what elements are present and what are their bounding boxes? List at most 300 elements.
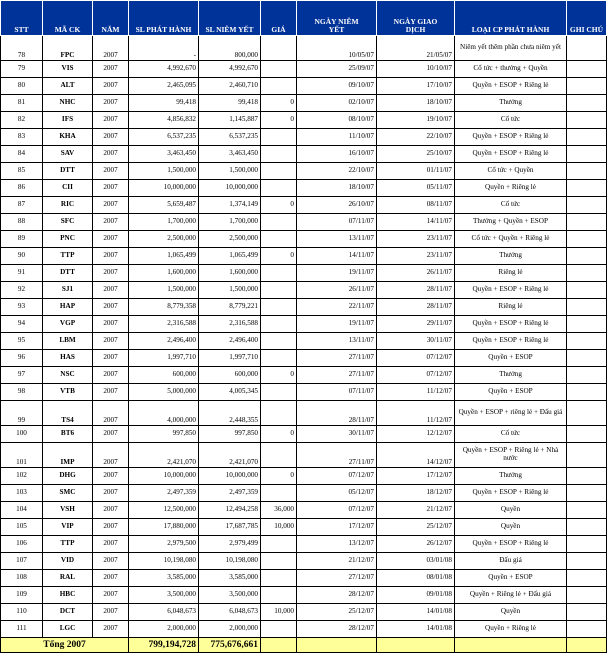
cell-nam: 2007 <box>93 333 129 350</box>
cell-ngay-giao-dich: 17/12/07 <box>377 468 455 485</box>
cell-ma-ck: SFC <box>43 214 93 231</box>
cell-ghi-chu <box>567 485 607 502</box>
cell-loai-cp: Riêng lẻ <box>455 299 567 316</box>
cell-gia: 0 <box>261 95 297 112</box>
col-header-loai-cp: LOẠI CP PHÁT HÀNH <box>455 1 567 36</box>
cell-stt: 107 <box>1 553 43 570</box>
cell-loai-cp: Thưởng <box>455 95 567 112</box>
cell-stt: 111 <box>1 621 43 638</box>
cell-nam: 2007 <box>93 350 129 367</box>
table-row <box>1 180 607 197</box>
cell-gia: 10,000 <box>261 604 297 621</box>
table-row <box>1 146 607 163</box>
cell-nam: 2007 <box>93 95 129 112</box>
cell-stt: 92 <box>1 282 43 299</box>
cell-sl-niem-yet: 1,997,710 <box>199 350 261 367</box>
table-row <box>1 485 607 502</box>
cell-sl-phat-hanh: 2,500,000 <box>129 231 199 248</box>
cell-sl-niem-yet: 3,585,000 <box>199 570 261 587</box>
total-sl-phat-hanh: 799,194,728 <box>129 638 199 653</box>
cell-stt: 103 <box>1 485 43 502</box>
cell-loai-cp: Cổ tức + Quyền + Riêng lẻ <box>455 231 567 248</box>
cell-ma-ck: VIP <box>43 519 93 536</box>
cell-gia <box>261 299 297 316</box>
cell-ngay-giao-dich: 17/10/07 <box>377 78 455 95</box>
cell-ghi-chu <box>567 146 607 163</box>
cell-loai-cp: Quyền + Riêng lẻ <box>455 180 567 197</box>
cell-loai-cp: Quyền + ESOP + Riêng lẻ + Nhà nước <box>455 443 567 468</box>
cell-stt: 95 <box>1 333 43 350</box>
cell-sl-niem-yet: 2,421,070 <box>199 443 261 468</box>
cell-ghi-chu <box>567 36 607 61</box>
cell-ma-ck: TTP <box>43 536 93 553</box>
cell-sl-phat-hanh: - <box>129 36 199 61</box>
cell-stt: 88 <box>1 214 43 231</box>
table-row <box>1 95 607 112</box>
cell-ngay-niem-yet: 25/09/07 <box>297 61 377 78</box>
cell-ngay-niem-yet: 27/11/07 <box>297 367 377 384</box>
cell-ngay-niem-yet: 22/10/07 <box>297 163 377 180</box>
cell-sl-phat-hanh: 997,850 <box>129 426 199 443</box>
cell-nam: 2007 <box>93 36 129 61</box>
total-empty-cell <box>297 638 377 653</box>
table-row <box>1 112 607 129</box>
cell-ngay-niem-yet: 27/11/07 <box>297 443 377 468</box>
cell-nam: 2007 <box>93 282 129 299</box>
cell-loai-cp: Riêng lẻ <box>455 265 567 282</box>
cell-ngay-niem-yet: 07/12/07 <box>297 468 377 485</box>
cell-stt: 96 <box>1 350 43 367</box>
table-row <box>1 197 607 214</box>
cell-ngay-niem-yet: 13/11/07 <box>297 231 377 248</box>
cell-ngay-giao-dich: 26/11/07 <box>377 265 455 282</box>
cell-nam: 2007 <box>93 443 129 468</box>
cell-ngay-giao-dich: 29/11/07 <box>377 316 455 333</box>
cell-ghi-chu <box>567 553 607 570</box>
cell-ma-ck: RAL <box>43 570 93 587</box>
cell-loai-cp: Đấu giá <box>455 553 567 570</box>
cell-ma-ck: VSH <box>43 502 93 519</box>
cell-loai-cp: Quyền + ESOP + Riêng lẻ <box>455 129 567 146</box>
cell-loai-cp: Quyền + ESOP + Riêng lẻ <box>455 485 567 502</box>
cell-ghi-chu <box>567 502 607 519</box>
cell-ma-ck: VTB <box>43 384 93 401</box>
table-row <box>1 443 607 468</box>
cell-sl-phat-hanh: 2,465,095 <box>129 78 199 95</box>
cell-loai-cp: Thưởng <box>455 367 567 384</box>
cell-nam: 2007 <box>93 384 129 401</box>
cell-ghi-chu <box>567 61 607 78</box>
cell-ngay-giao-dich: 23/11/07 <box>377 248 455 265</box>
table-row <box>1 316 607 333</box>
cell-gia: 0 <box>261 367 297 384</box>
cell-sl-phat-hanh: 99,418 <box>129 95 199 112</box>
cell-stt: 82 <box>1 112 43 129</box>
cell-ma-ck: IFS <box>43 112 93 129</box>
cell-ma-ck: ALT <box>43 78 93 95</box>
cell-stt: 108 <box>1 570 43 587</box>
cell-ngay-giao-dich: 21/12/07 <box>377 502 455 519</box>
cell-nam: 2007 <box>93 316 129 333</box>
cell-sl-niem-yet: 1,065,499 <box>199 248 261 265</box>
cell-sl-niem-yet: 1,700,000 <box>199 214 261 231</box>
cell-loai-cp: Quyền + ESOP <box>455 384 567 401</box>
cell-gia <box>261 621 297 638</box>
cell-sl-phat-hanh: 2,316,588 <box>129 316 199 333</box>
cell-loai-cp: Cổ tức <box>455 197 567 214</box>
col-header-ghi-chu: GHI CHÚ <box>567 1 607 36</box>
table-row <box>1 536 607 553</box>
cell-sl-niem-yet: 1,500,000 <box>199 282 261 299</box>
cell-loai-cp: Quyền <box>455 604 567 621</box>
cell-sl-niem-yet: 10,198,080 <box>199 553 261 570</box>
cell-nam: 2007 <box>93 180 129 197</box>
cell-ma-ck: NSC <box>43 367 93 384</box>
cell-nam: 2007 <box>93 604 129 621</box>
cell-ma-ck: HAP <box>43 299 93 316</box>
cell-loai-cp: Thưởng <box>455 248 567 265</box>
total-label: Tổng 2007 <box>1 638 129 653</box>
cell-ngay-niem-yet: 07/11/07 <box>297 384 377 401</box>
cell-nam: 2007 <box>93 367 129 384</box>
cell-ma-ck: HBC <box>43 587 93 604</box>
cell-gia <box>261 78 297 95</box>
cell-loai-cp: Quyền + ESOP + Riêng lẻ <box>455 146 567 163</box>
cell-gia <box>261 333 297 350</box>
table-row <box>1 129 607 146</box>
cell-ngay-niem-yet: 17/12/07 <box>297 519 377 536</box>
cell-ngay-giao-dich: 12/12/07 <box>377 426 455 443</box>
cell-ghi-chu <box>567 587 607 604</box>
table-row <box>1 553 607 570</box>
table-row <box>1 519 607 536</box>
cell-ma-ck: IMP <box>43 443 93 468</box>
cell-ngay-giao-dich: 07/12/07 <box>377 350 455 367</box>
cell-ngay-niem-yet: 21/12/07 <box>297 553 377 570</box>
cell-nam: 2007 <box>93 468 129 485</box>
cell-ma-ck: SAV <box>43 146 93 163</box>
cell-nam: 2007 <box>93 78 129 95</box>
cell-loai-cp: Thưởng + Quyền + ESOP <box>455 214 567 231</box>
cell-nam: 2007 <box>93 553 129 570</box>
cell-sl-niem-yet: 997,850 <box>199 426 261 443</box>
cell-gia <box>261 282 297 299</box>
table-row <box>1 350 607 367</box>
cell-sl-niem-yet: 1,145,887 <box>199 112 261 129</box>
total-sl-niem-yet: 775,676,661 <box>199 638 261 653</box>
cell-sl-phat-hanh: 4,856,832 <box>129 112 199 129</box>
cell-gia: 0 <box>261 468 297 485</box>
cell-sl-niem-yet: 6,048,673 <box>199 604 261 621</box>
cell-ma-ck: KHA <box>43 129 93 146</box>
cell-nam: 2007 <box>93 536 129 553</box>
cell-sl-phat-hanh: 2,000,000 <box>129 621 199 638</box>
cell-gia <box>261 587 297 604</box>
cell-sl-niem-yet: 3,463,450 <box>199 146 261 163</box>
cell-stt: 93 <box>1 299 43 316</box>
cell-ngay-niem-yet: 11/10/07 <box>297 129 377 146</box>
cell-sl-niem-yet: 2,460,710 <box>199 78 261 95</box>
cell-ngay-niem-yet: 10/05/07 <box>297 36 377 61</box>
cell-ghi-chu <box>567 248 607 265</box>
table-row <box>1 570 607 587</box>
cell-ma-ck: TTP <box>43 248 93 265</box>
cell-gia <box>261 443 297 468</box>
cell-gia <box>261 146 297 163</box>
cell-ghi-chu <box>567 621 607 638</box>
cell-sl-phat-hanh: 2,421,070 <box>129 443 199 468</box>
cell-sl-phat-hanh: 2,979,500 <box>129 536 199 553</box>
table-row <box>1 299 607 316</box>
cell-stt: 99 <box>1 401 43 426</box>
cell-ngay-giao-dich: 23/11/07 <box>377 231 455 248</box>
cell-ngay-niem-yet: 27/11/07 <box>297 350 377 367</box>
cell-gia: 0 <box>261 426 297 443</box>
cell-ngay-niem-yet: 26/11/07 <box>297 282 377 299</box>
cell-loai-cp: Quyền <box>455 502 567 519</box>
cell-ngay-giao-dich: 18/10/07 <box>377 95 455 112</box>
table-row <box>1 163 607 180</box>
cell-gia <box>261 163 297 180</box>
cell-ngay-niem-yet: 07/12/07 <box>297 502 377 519</box>
cell-nam: 2007 <box>93 197 129 214</box>
col-header-sl-niem-yet: SL NIÊM YẾT <box>199 1 261 36</box>
cell-sl-phat-hanh: 4,000,000 <box>129 401 199 426</box>
cell-ngay-giao-dich: 01/11/07 <box>377 163 455 180</box>
cell-nam: 2007 <box>93 248 129 265</box>
cell-ngay-niem-yet: 07/11/07 <box>297 214 377 231</box>
col-header-ngay-niem-yet: NGÀY NIÊM YẾT <box>297 1 377 36</box>
cell-stt: 97 <box>1 367 43 384</box>
cell-nam: 2007 <box>93 231 129 248</box>
cell-sl-niem-yet: 2,316,588 <box>199 316 261 333</box>
cell-ghi-chu <box>567 333 607 350</box>
cell-ma-ck: HAS <box>43 350 93 367</box>
cell-loai-cp: Quyền + ESOP + Riêng lẻ <box>455 333 567 350</box>
cell-loai-cp: Thưởng <box>455 468 567 485</box>
cell-stt: 94 <box>1 316 43 333</box>
table-row <box>1 214 607 231</box>
cell-ghi-chu <box>567 282 607 299</box>
cell-ngay-giao-dich: 22/10/07 <box>377 129 455 146</box>
cell-sl-phat-hanh: 4,992,670 <box>129 61 199 78</box>
cell-sl-niem-yet: 4,005,345 <box>199 384 261 401</box>
cell-sl-phat-hanh: 3,463,450 <box>129 146 199 163</box>
cell-sl-phat-hanh: 10,000,000 <box>129 468 199 485</box>
cell-gia: 0 <box>261 197 297 214</box>
cell-ngay-giao-dich: 28/11/07 <box>377 282 455 299</box>
table-row <box>1 401 607 426</box>
cell-nam: 2007 <box>93 502 129 519</box>
cell-sl-phat-hanh: 3,500,000 <box>129 587 199 604</box>
cell-ngay-giao-dich: 19/10/07 <box>377 112 455 129</box>
cell-nam: 2007 <box>93 163 129 180</box>
cell-gia <box>261 401 297 426</box>
cell-sl-niem-yet: 6,537,235 <box>199 129 261 146</box>
cell-loai-cp: Quyền + ESOP + Riêng lẻ <box>455 316 567 333</box>
cell-ngay-giao-dich: 21/05/07 <box>377 36 455 61</box>
col-header-stt: STT <box>1 1 43 36</box>
cell-stt: 80 <box>1 78 43 95</box>
cell-ma-ck: DTT <box>43 265 93 282</box>
cell-ngay-giao-dich: 14/01/08 <box>377 604 455 621</box>
cell-sl-phat-hanh: 5,000,000 <box>129 384 199 401</box>
col-header-gia: GIÁ <box>261 1 297 36</box>
cell-sl-phat-hanh: 17,880,000 <box>129 519 199 536</box>
header-row <box>1 1 607 36</box>
cell-gia <box>261 231 297 248</box>
cell-gia: 0 <box>261 248 297 265</box>
cell-ngay-niem-yet: 09/10/07 <box>297 78 377 95</box>
cell-ghi-chu <box>567 78 607 95</box>
cell-stt: 89 <box>1 231 43 248</box>
cell-ngay-giao-dich: 07/12/07 <box>377 367 455 384</box>
cell-ghi-chu <box>567 265 607 282</box>
cell-gia <box>261 570 297 587</box>
cell-gia <box>261 61 297 78</box>
cell-nam: 2007 <box>93 401 129 426</box>
cell-ngay-niem-yet: 27/12/07 <box>297 570 377 587</box>
table-row <box>1 265 607 282</box>
cell-gia <box>261 214 297 231</box>
cell-sl-phat-hanh: 10,198,080 <box>129 553 199 570</box>
cell-ngay-niem-yet: 28/12/07 <box>297 587 377 604</box>
cell-nam: 2007 <box>93 621 129 638</box>
cell-gia <box>261 36 297 61</box>
cell-ghi-chu <box>567 197 607 214</box>
cell-gia: 0 <box>261 112 297 129</box>
cell-sl-phat-hanh: 10,000,000 <box>129 180 199 197</box>
cell-stt: 91 <box>1 265 43 282</box>
cell-ngay-giao-dich: 28/11/07 <box>377 299 455 316</box>
cell-ghi-chu <box>567 384 607 401</box>
table-row <box>1 621 607 638</box>
cell-stt: 85 <box>1 163 43 180</box>
cell-loai-cp: Cổ tức + thưởng + Quyền <box>455 61 567 78</box>
cell-ma-ck: PNC <box>43 231 93 248</box>
cell-ghi-chu <box>567 299 607 316</box>
cell-ghi-chu <box>567 231 607 248</box>
table-row <box>1 282 607 299</box>
cell-ghi-chu <box>567 367 607 384</box>
cell-ngay-giao-dich: 03/01/08 <box>377 553 455 570</box>
cell-ghi-chu <box>567 316 607 333</box>
cell-sl-phat-hanh: 2,496,400 <box>129 333 199 350</box>
cell-stt: 105 <box>1 519 43 536</box>
cell-sl-phat-hanh: 1,700,000 <box>129 214 199 231</box>
cell-sl-niem-yet: 2,979,499 <box>199 536 261 553</box>
cell-sl-niem-yet: 800,000 <box>199 36 261 61</box>
cell-ngay-niem-yet: 30/11/07 <box>297 426 377 443</box>
cell-nam: 2007 <box>93 587 129 604</box>
cell-ngay-niem-yet: 19/11/07 <box>297 265 377 282</box>
cell-ngay-niem-yet: 05/12/07 <box>297 485 377 502</box>
cell-nam: 2007 <box>93 485 129 502</box>
table-row <box>1 502 607 519</box>
cell-ghi-chu <box>567 163 607 180</box>
cell-ghi-chu <box>567 180 607 197</box>
cell-ngay-giao-dich: 26/12/07 <box>377 536 455 553</box>
cell-stt: 100 <box>1 426 43 443</box>
cell-sl-phat-hanh: 3,585,000 <box>129 570 199 587</box>
cell-ghi-chu <box>567 214 607 231</box>
cell-ma-ck: BT6 <box>43 426 93 443</box>
cell-ngay-giao-dich: 05/11/07 <box>377 180 455 197</box>
cell-gia: 36,000 <box>261 502 297 519</box>
cell-nam: 2007 <box>93 570 129 587</box>
cell-loai-cp: Quyền + ESOP + Riêng lẻ <box>455 282 567 299</box>
table-body <box>1 36 607 653</box>
cell-ngay-giao-dich: 09/01/08 <box>377 587 455 604</box>
cell-sl-niem-yet: 8,779,221 <box>199 299 261 316</box>
cell-stt: 106 <box>1 536 43 553</box>
table-row <box>1 468 607 485</box>
cell-loai-cp: Quyền + ESOP <box>455 570 567 587</box>
cell-gia <box>261 536 297 553</box>
cell-ghi-chu <box>567 570 607 587</box>
cell-loai-cp: Quyền + ESOP + riêng lẻ + Đấu giá <box>455 401 567 426</box>
cell-ngay-giao-dich: 14/01/08 <box>377 621 455 638</box>
total-empty-cell <box>377 638 455 653</box>
cell-stt: 109 <box>1 587 43 604</box>
total-empty-cell <box>455 638 567 653</box>
cell-ngay-niem-yet: 22/11/07 <box>297 299 377 316</box>
table-row <box>1 384 607 401</box>
cell-sl-niem-yet: 1,600,000 <box>199 265 261 282</box>
table-row <box>1 231 607 248</box>
cell-sl-niem-yet: 99,418 <box>199 95 261 112</box>
cell-ma-ck: FPC <box>43 36 93 61</box>
cell-ngay-giao-dich: 10/10/07 <box>377 61 455 78</box>
cell-sl-phat-hanh: 1,500,000 <box>129 163 199 180</box>
cell-sl-phat-hanh: 5,659,487 <box>129 197 199 214</box>
cell-sl-phat-hanh: 8,779,358 <box>129 299 199 316</box>
cell-gia <box>261 180 297 197</box>
cell-stt: 104 <box>1 502 43 519</box>
cell-ngay-niem-yet: 13/11/07 <box>297 333 377 350</box>
cell-ngay-giao-dich: 11/12/07 <box>377 384 455 401</box>
cell-gia <box>261 485 297 502</box>
cell-ma-ck: VGP <box>43 316 93 333</box>
cell-stt: 87 <box>1 197 43 214</box>
cell-ngay-giao-dich: 08/01/08 <box>377 570 455 587</box>
cell-nam: 2007 <box>93 129 129 146</box>
cell-loai-cp: Quyền + ESOP <box>455 350 567 367</box>
cell-gia <box>261 553 297 570</box>
cell-gia <box>261 350 297 367</box>
cell-ghi-chu <box>567 112 607 129</box>
cell-loai-cp: Cổ tức <box>455 112 567 129</box>
cell-sl-phat-hanh: 1,500,000 <box>129 282 199 299</box>
cell-ngay-giao-dich: 14/11/07 <box>377 214 455 231</box>
cell-nam: 2007 <box>93 214 129 231</box>
cell-ngay-giao-dich: 30/11/07 <box>377 333 455 350</box>
cell-ghi-chu <box>567 426 607 443</box>
cell-loai-cp: Niêm yết thêm phần chưa niêm yết <box>455 36 567 61</box>
table-row <box>1 333 607 350</box>
cell-sl-niem-yet: 4,992,670 <box>199 61 261 78</box>
cell-ma-ck: DCT <box>43 604 93 621</box>
cell-sl-niem-yet: 10,000,000 <box>199 468 261 485</box>
cell-gia <box>261 265 297 282</box>
cell-sl-niem-yet: 600,000 <box>199 367 261 384</box>
cell-ngay-giao-dich: 11/12/07 <box>377 401 455 426</box>
cell-gia <box>261 316 297 333</box>
cell-ma-ck: SMC <box>43 485 93 502</box>
cell-ngay-niem-yet: 13/12/07 <box>297 536 377 553</box>
cell-sl-phat-hanh: 2,497,359 <box>129 485 199 502</box>
cell-sl-phat-hanh: 1,600,000 <box>129 265 199 282</box>
